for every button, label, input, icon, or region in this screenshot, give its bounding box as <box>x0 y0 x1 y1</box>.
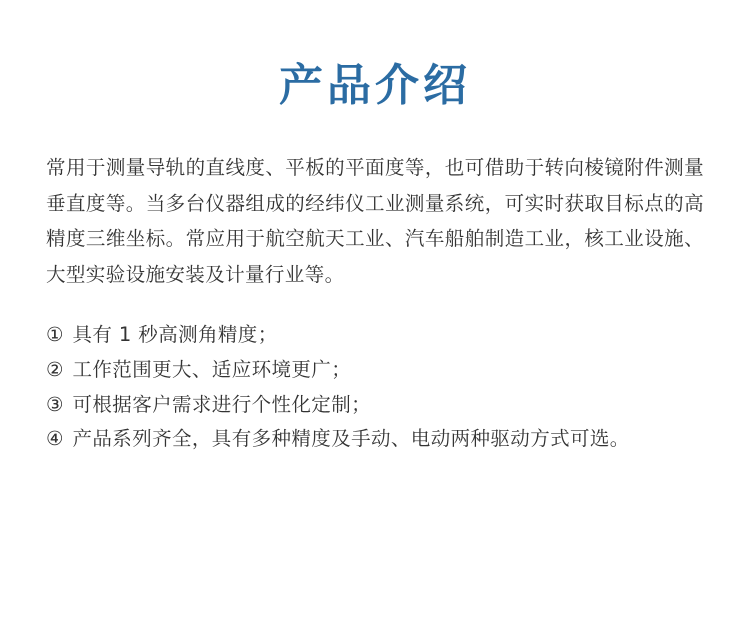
list-marker: ④ <box>46 427 64 451</box>
feature-list <box>46 318 704 457</box>
page-title: 产品介绍 <box>279 60 471 111</box>
list-item-label: 产品系列齐全，具有多种精度及手动、电动两种驱动方式可选。 <box>72 427 630 451</box>
list-item-label: 可根据客户需求进行个性化定制； <box>72 392 372 416</box>
list-marker: ① <box>46 323 64 347</box>
list-marker: ③ <box>46 392 64 416</box>
list-item-label: 具有 1 秒高测角精度； <box>72 323 278 347</box>
list-item <box>46 353 704 388</box>
list-marker: ② <box>46 358 64 382</box>
list-item-label: 工作范围更大、适应环境更广； <box>72 358 352 382</box>
intro-paragraph: 常用于测量导轨的直线度、平板的平面度等，也可借助于转向棱镜附件测量垂直度等。当多台仪器组成的经纬仪工业测量系统，可实时获取目标点的高精度三维坐标。常应用于航空航天工业、汽车船舶制造工业，核工业设施、大型实验设施安装及计量行业等。 <box>46 156 704 286</box>
list-item <box>46 388 704 423</box>
list-item <box>46 422 704 457</box>
list-item <box>46 318 704 353</box>
